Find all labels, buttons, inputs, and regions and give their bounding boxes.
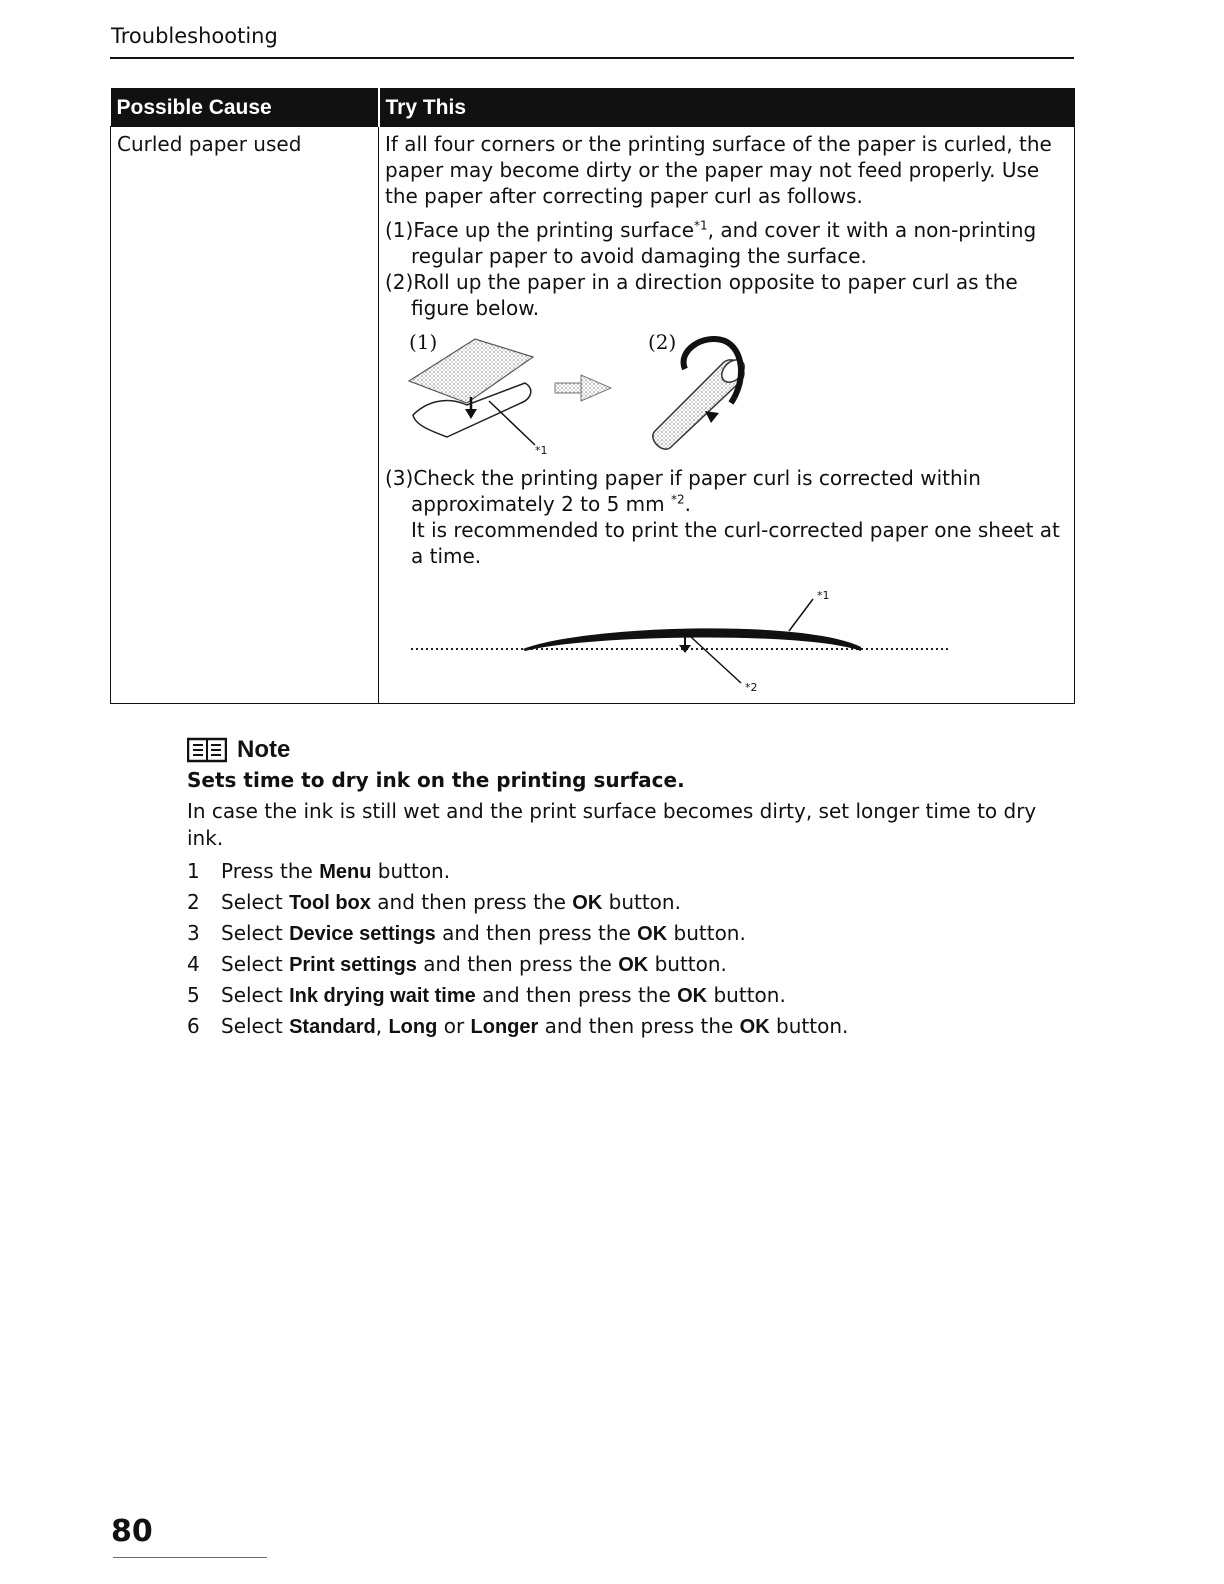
option-longer: Longer xyxy=(470,1016,539,1038)
step-text-mid: and then press the xyxy=(416,952,619,976)
step-number: 2 xyxy=(187,890,200,914)
menu-option-name: Print settings xyxy=(289,954,417,976)
step-3-cont-b: . xyxy=(684,492,691,516)
step-number: 1 xyxy=(187,859,200,883)
step-number: 4 xyxy=(187,952,200,976)
option-long: Long xyxy=(388,1016,438,1038)
note-title: Note xyxy=(237,736,291,763)
figure-label-1: (1) xyxy=(409,330,438,354)
arrow-right-icon xyxy=(555,375,611,401)
flat-paper-icon xyxy=(409,339,548,457)
step-text: Select xyxy=(221,952,290,976)
step-text: Select xyxy=(221,921,290,945)
footer-rule xyxy=(113,1557,267,1558)
step-text-end: button. xyxy=(602,890,681,914)
figure-footnote-marker-2: *2 xyxy=(745,681,758,693)
button-name: OK xyxy=(618,954,649,976)
step-3-footnote-ref: *2 xyxy=(671,492,685,507)
separator-text: or xyxy=(437,1014,471,1038)
paper-roll-illustration xyxy=(385,323,1065,457)
column-header-try-this: Try This xyxy=(379,88,1075,127)
step-text: Select xyxy=(221,1014,290,1038)
list-item xyxy=(187,1013,1067,1041)
book-icon xyxy=(187,737,227,763)
button-name: Menu xyxy=(319,861,372,883)
list-item xyxy=(187,858,1067,886)
step-number: 3 xyxy=(187,921,200,945)
section-header: Troubleshooting xyxy=(111,24,278,48)
cause-text: Curled paper used xyxy=(117,132,302,156)
note-steps-list xyxy=(187,858,1067,1041)
step-text-mid: and then press the xyxy=(370,890,573,914)
note-heading xyxy=(187,736,1067,763)
column-header-possible-cause: Possible Cause xyxy=(111,88,379,127)
menu-option-name: Tool box xyxy=(289,892,371,914)
step-number: 6 xyxy=(187,1014,200,1038)
table-row xyxy=(111,127,1075,704)
note-lead: Sets time to dry ink on the printing surface. xyxy=(187,768,685,792)
step-text-end: button. xyxy=(667,921,746,945)
step-text-mid: and then press the xyxy=(475,983,678,1007)
step-number: 5 xyxy=(187,983,200,1007)
step-text-end: button. xyxy=(648,952,727,976)
step-1-number: (1) xyxy=(385,218,414,242)
note-section xyxy=(187,736,1067,1044)
menu-option-name: Device settings xyxy=(289,923,436,945)
separator-text: , xyxy=(375,1014,389,1038)
list-item xyxy=(187,951,1067,979)
step-text-end: button. xyxy=(769,1014,849,1038)
step-text-mid: and then press the xyxy=(435,921,638,945)
figure-footnote-marker: *1 xyxy=(535,444,548,457)
menu-option-name: Ink drying wait time xyxy=(289,985,476,1007)
step-3-number: (3) xyxy=(385,466,414,490)
step-text-mid: and then press the xyxy=(538,1014,740,1038)
step-1-text xyxy=(413,217,1064,243)
step-1-footnote-ref: *1 xyxy=(694,218,708,233)
step-text-end: button. xyxy=(707,983,786,1007)
step-1-text-b: , and cover it with a non-printing xyxy=(707,218,1037,242)
step-2-number: (2) xyxy=(385,270,414,294)
step-3-text: Check the printing paper if paper curl is corrected within xyxy=(413,466,981,490)
step-3-cont-a: approximately 2 to 5 mm xyxy=(411,492,671,516)
intro-paragraph: If all four corners or the printing surface of the paper is curled, the paper may become dirty or the paper may not feed properly. Use the paper after correcting paper curl as follows. xyxy=(385,132,1052,208)
figure-label-2: (2) xyxy=(648,330,677,354)
step-text: Select xyxy=(221,983,290,1007)
list-item xyxy=(187,982,1067,1010)
figure-footnote-marker-1: *1 xyxy=(817,589,830,602)
step-3-continuation xyxy=(385,491,1064,517)
step-1-continuation: regular paper to avoid damaging the surface. xyxy=(411,244,867,268)
step-1 xyxy=(385,217,1064,243)
step-text: Select xyxy=(221,890,290,914)
button-name: OK xyxy=(739,1016,770,1038)
curl-check-figure xyxy=(385,573,1064,693)
page-number: 80 xyxy=(111,1514,153,1549)
note-body: In case the ink is still wet and the print surface becomes dirty, set longer time to dry ink. xyxy=(187,799,1037,850)
header-rule xyxy=(110,57,1074,59)
try-this-cell xyxy=(379,127,1075,704)
table-header-row xyxy=(111,88,1075,127)
step-1-text-a: Face up the printing surface xyxy=(413,218,695,242)
troubleshooting-table xyxy=(110,88,1075,704)
step-3-note: It is recommended to print the curl-corrected paper one sheet at a time. xyxy=(411,518,1060,568)
step-text-end: button. xyxy=(371,859,451,883)
curl-check-illustration xyxy=(385,573,1065,693)
step-text: Press the xyxy=(221,859,320,883)
paper-roll-figure xyxy=(385,323,1064,457)
step-3 xyxy=(385,465,1064,491)
button-name: OK xyxy=(637,923,668,945)
curled-paper-shape xyxy=(523,628,861,651)
step-2-text: Roll up the paper in a direction opposite to paper curl as the xyxy=(413,270,1018,294)
step-2 xyxy=(385,269,1064,295)
button-name: OK xyxy=(677,985,708,1007)
rolled-paper-icon xyxy=(653,339,749,449)
list-item xyxy=(187,889,1067,917)
option-standard: Standard xyxy=(289,1016,376,1038)
step-2-continuation: figure below. xyxy=(411,296,540,320)
cause-cell xyxy=(111,127,379,704)
button-name: OK xyxy=(572,892,603,914)
list-item xyxy=(187,920,1067,948)
